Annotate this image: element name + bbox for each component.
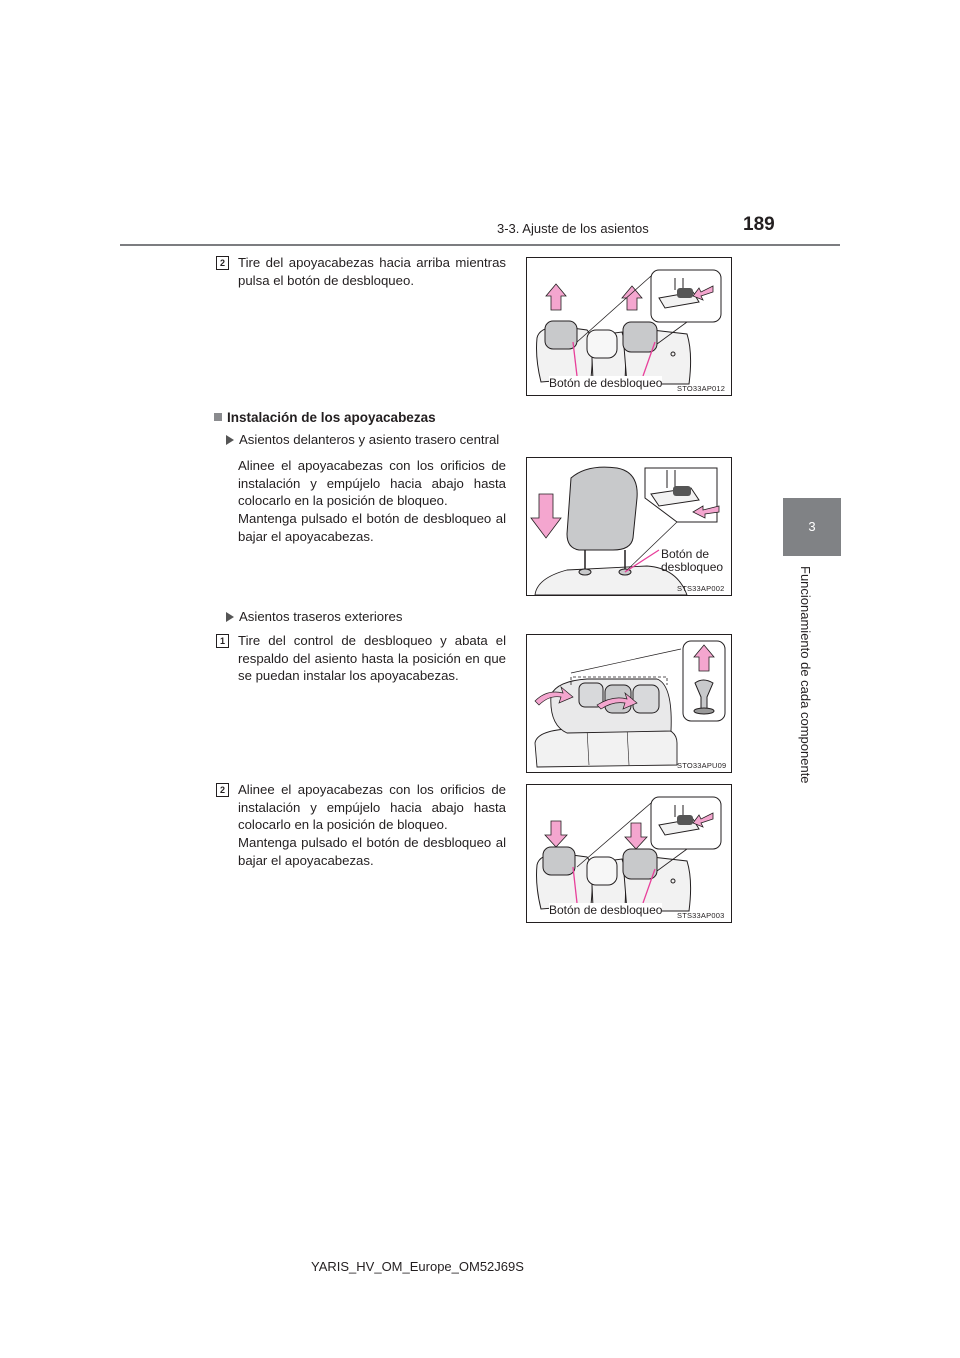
figure-headrest-install-rear bbox=[526, 784, 732, 923]
step-number-box: 2 bbox=[216, 783, 229, 797]
step-text: Mantenga pulsado el botón de desbloqueo al bajar el apoyacabezas. bbox=[238, 835, 506, 868]
figure-label-line: Botón de bbox=[661, 547, 710, 561]
figure-label-release-button bbox=[661, 548, 723, 574]
step-number-box: 2 bbox=[216, 256, 229, 270]
header-rule bbox=[120, 244, 840, 246]
subsection-title bbox=[226, 609, 402, 624]
subsection-title bbox=[226, 432, 499, 447]
figure-headrest-removal bbox=[526, 257, 732, 396]
step-number-box: 1 bbox=[216, 634, 229, 648]
triangle-bullet-icon bbox=[226, 612, 234, 622]
triangle-bullet-icon bbox=[226, 435, 234, 445]
footer-document-id: YARIS_HV_OM_Europe_OM52J69S bbox=[311, 1259, 524, 1274]
section-title bbox=[214, 410, 436, 425]
section-title-text: Instalación de los apoyacabezas bbox=[227, 410, 436, 425]
step-text: Alinee el apoyacabezas con los orificios de instalación y empújelo hacia abajo hasta colocarlo en la posición de bloqueo. bbox=[238, 782, 506, 833]
figure-label-line: desbloqueo bbox=[661, 560, 724, 574]
figure-headrest-install-front bbox=[526, 457, 732, 596]
figure-code: STO33AP012 bbox=[677, 384, 726, 393]
chapter-title-vertical: Funcionamiento de cada componente bbox=[798, 566, 813, 784]
figure-rear-seatback-fold bbox=[526, 634, 732, 773]
subsection-title-text: Asientos traseros exteriores bbox=[239, 609, 403, 624]
paragraph: Alinee el apoyacabezas con los orificios de instalación y empújelo hacia abajo hasta colocarlo en la posición de bloqueo. bbox=[238, 458, 506, 509]
figure-code: STS33AP002 bbox=[677, 584, 725, 593]
step-text: Tire del apoyacabezas hacia arriba mientras pulsa el botón de desbloqueo. bbox=[238, 255, 506, 288]
page-number: 189 bbox=[743, 214, 775, 235]
figure-label-release-button: Botón de desbloqueo bbox=[549, 376, 663, 390]
figure-label-release-button: Botón de desbloqueo bbox=[549, 903, 663, 917]
figure-code: STO33APU09 bbox=[677, 761, 727, 770]
section-square-icon bbox=[214, 413, 222, 421]
step-text: Tire del control de desbloqueo y abata el respaldo del asiento hasta la posición en que se puedan instalar los apoyacabezas. bbox=[238, 633, 506, 684]
subsection-title-text: Asientos delanteros y asiento trasero central bbox=[239, 432, 500, 447]
figure-code: STS33AP003 bbox=[677, 911, 725, 920]
chapter-tab: 3 bbox=[783, 498, 841, 556]
paragraph: Mantenga pulsado el botón de desbloqueo al bajar el apoyacabezas. bbox=[238, 511, 506, 544]
header-section-title: 3-3. Ajuste de los asientos bbox=[497, 221, 649, 236]
